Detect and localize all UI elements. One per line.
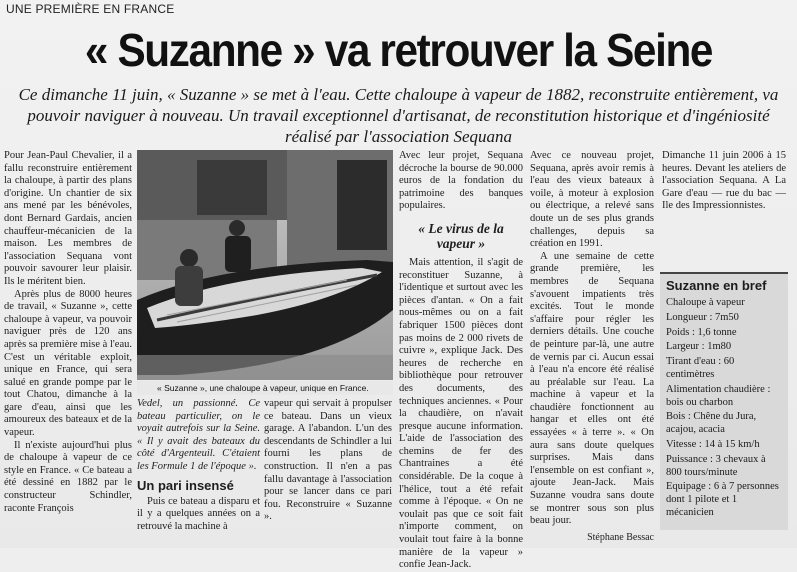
column-2b bbox=[264, 398, 392, 540]
column-2 bbox=[137, 398, 260, 540]
fact-item: Equipage : 6 à 7 personnes dont 1 pilote et 1 mécanicien bbox=[666, 481, 779, 518]
paragraph: Après plus de 8000 heures de travail, « Suzanne », cette chaloupe à vapeur, va pouvoir naviguer près de 120 ans après sa première mise à l'eau. C'est un véritable exploit, unique en France, qui sera salué en grande pompe par le tout Chatou, dimanche à la gare d'eau, ainsi que les amoureux des bateaux et de la vapeur. bbox=[4, 288, 132, 439]
paragraph: Avec leur projet, Sequana décroche la bourse de 90.000 euros de la fondation du patrimoine des banques populaires. bbox=[399, 150, 523, 212]
fact-item: Poids : 1,6 tonne bbox=[666, 326, 737, 338]
fact-item: Puissance : 3 chevaux à 800 tours/minute bbox=[666, 453, 766, 478]
article-headline: « Suzanne » va retrouver la Seine bbox=[84, 24, 713, 76]
column-1 bbox=[4, 150, 132, 540]
paragraph: A une semaine de cette grande première, les membres de Sequana s'avouent impatients très excités. Tout le monde s'affaire pour régler les derniers détails. Une couche de peinture par-là, une autre de vernis par ci. Aucun essai à l'eau n'a encore été réalisé au préalable sur l'eau. La machine à vapeur et la chaudière fonctionnent au hangar et elles ont été essayées « à terre ». « On aura sans doute quelques surprises. Mais dans l'ensemble on est confiant », ajoute Jean-Jack. Mais Suzanne voudra sans doute se montrer sous son plus beau jour. bbox=[530, 250, 654, 527]
fact-item: Bois : Chêne du Jura, acajou, acacia bbox=[666, 411, 757, 436]
fact-item: Tirant d'eau : 60 centimètres bbox=[666, 356, 735, 380]
paragraph: Puis ce bateau a disparu et il y a quelques années on a retrouvé la machine à bbox=[137, 495, 260, 532]
paragraph: Dimanche 11 juin 2006 à 15 heures. Devant les ateliers de l'association Sequana. A La Gare d'eau — rue du bac — Ile des Impressionnistes. bbox=[662, 150, 786, 212]
paragraph: Vedel, un passionné. Ce bateau particulier, on le voyait autrefois sur la Seine. « Il y avait des bateaux du côté d'Argenteuil. C'étaient les Formule 1 de l'époque ». bbox=[137, 398, 260, 472]
paragraph: Mais attention, il s'agit de reconstituer Suzanne, à l'identique et surtout avec les pièces d'antan. « On a fait nous-mêmes ou on a fait fabriquer 1500 pièces dont pas moins de 2 000 rivets de cuivre », explique Jack. Des heures de recherche en bibliothèque pour retrouver des documents, des techniques anciennes. « Pour la chaudière, on n'avait presque aucune information. L'aide de l'association des chemins de fer des Chantraines a été considérable. De la coque à l'hélice, tout a été refait comme à l'époque. « On ne voulait pas que ce soit fait n'importe comment, on voulait tout faire à la bonne manière de la vapeur » confie Jean-Jack. bbox=[399, 256, 523, 571]
section-subhead: « Le virus de la vapeur » bbox=[418, 220, 504, 251]
fact-box bbox=[660, 272, 788, 530]
fact-item: Longueur : 7m50 bbox=[666, 311, 739, 323]
fact-item: Vitesse : 14 à 15 km/h bbox=[666, 438, 760, 450]
boat-photo-illustration bbox=[137, 150, 393, 380]
fact-item: Largeur : 1m80 bbox=[666, 341, 732, 353]
fact-box-title: Suzanne en bref bbox=[666, 278, 767, 293]
author-signature: Stéphane Bessac bbox=[587, 531, 654, 543]
article-lead: Ce dimanche 11 juin, « Suzanne » se met à l'eau. Cette chaloupe à vapeur de 1882, reconstruite entièrement, va pouvoir naviguer à nouveau. Un travail exceptionnel d'artisanat, de reconstitution historique et d'ingéniosité réalisé par l'association Sequana bbox=[18, 85, 779, 146]
paragraph: Pour Jean-Paul Chevalier, il a fallu reconstruire entièrement la chaloupe, à partir des plans d'origine. Un chantier de six ans mené par les bénévoles, dont Bernard Gardais, ancien chauffeur-mécanicien de la maison. Les membres de l'association Sequana vont pouvoir savourer leur plaisir. Ils le méritent bien. bbox=[4, 150, 132, 287]
fact-item: Chaloupe à vapeur bbox=[666, 297, 745, 308]
paragraph: Il n'existe aujourd'hui plus de chaloupe à vapeur de ce style en France. « Ce bateau a été dessiné en 1882 par le constructeur Schindler, raconte François bbox=[4, 439, 132, 514]
fact-item: Alimentation chaudière : bois ou charbon bbox=[666, 383, 771, 408]
paragraph: Avec ce nouveau projet, Sequana, après avoir remis à l'eau des vieux bateaux à voile, à moteur à explosion ou électrique, a relevé sans doute un de ses plus grands challenges, depuis sa création en 1991. bbox=[530, 150, 654, 250]
paragraph: vapeur qui servait à propulser ce bateau. Dans un vieux garage. A l'abandon. L'un des descendants de Schindler a lui fourni les plans de construction. Il n'en a pas fallu davantage à l'association pour se lancer dans ce pari fou. Reconstruire « Suzanne ». bbox=[264, 398, 392, 523]
article-kicker: UNE PREMIÈRE EN FRANCE bbox=[6, 2, 175, 16]
boat-photo bbox=[137, 150, 393, 380]
column-4 bbox=[530, 150, 654, 543]
section-subhead: Un pari insensé bbox=[137, 477, 234, 493]
photo-caption: « Suzanne », une chaloupe à vapeur, unique en France. bbox=[137, 381, 393, 395]
column-3 bbox=[399, 150, 523, 571]
event-info bbox=[662, 150, 786, 250]
